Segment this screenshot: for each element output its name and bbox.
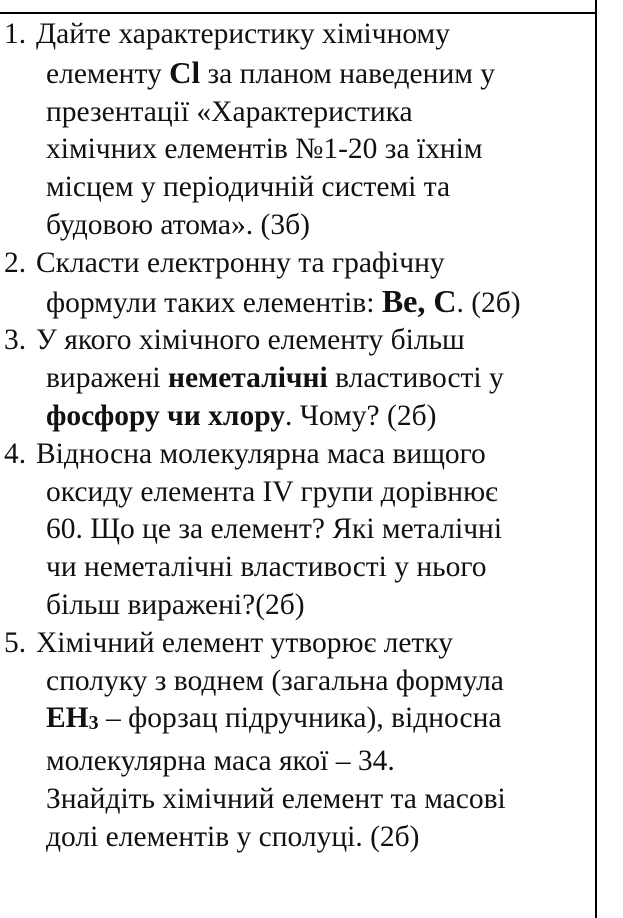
task-text-line: молекулярна маса якої – 34. [46, 745, 395, 778]
task-text-line: виражені неметалічні властивості у [46, 362, 504, 395]
formula-subscript: 3 [88, 712, 99, 735]
task-number: 2. [4, 246, 27, 279]
task-number: 1. [4, 18, 27, 50]
task-text-line: Знайдіть хімічний елемент та масові [46, 782, 506, 815]
task-text-line: хімічних елементів №1-20 за їхнім [46, 133, 483, 166]
task-text-line: Відносна молекулярна маса вищого [36, 437, 486, 470]
task-text-line: формули таких елементів: Be, C. (2б) [46, 282, 521, 319]
task-text-line: EH3 – форзац підручника), відносна [46, 702, 502, 735]
task-text-line: будовою атома». (3б) [46, 208, 310, 241]
task-number: 5. [4, 626, 27, 659]
task-text-line: 60. Що це за елемент? Які металічні [46, 513, 503, 546]
task-list [0, 16, 595, 857]
task-text-line: презентації «Характеристика [46, 95, 413, 128]
task-text-line: оксиду елемента IV групи дорівнює [46, 475, 498, 508]
task-number: 4. [4, 437, 27, 470]
task-item-5 [0, 625, 595, 857]
element-symbols-be-c: Be, C [381, 282, 457, 319]
task-text-line: фосфору чи хлору. Чому? (2б) [46, 399, 437, 432]
table-top-border [0, 12, 597, 14]
task-text-line: У якого хімічного елементу більш [36, 324, 465, 357]
task-text-line: місцем у періодичній системі та [46, 171, 451, 204]
task-number: 3. [4, 324, 27, 357]
task-text-line: Скласти електронну та графічну [36, 246, 445, 279]
task-text-line: чи неметалічні властивості у нього [46, 551, 487, 584]
formula-eh3: EH [46, 702, 89, 735]
table-right-border [595, 12, 597, 918]
task-text-line: елементу Cl за планом наведеним у [46, 54, 496, 90]
task-item-2 [0, 245, 595, 323]
task-item-4 [0, 436, 595, 625]
task-text-line: долі елементів у сполуці. (2б) [46, 820, 420, 853]
task-item-1 [0, 16, 595, 245]
task-text-line: сполуку з воднем (загальна формула [46, 664, 504, 697]
element-symbol-cl: Cl [169, 54, 201, 90]
task-text-line: Хімічний елемент утворює летку [36, 626, 453, 659]
bold-term-nonmetallic: неметалічні [168, 362, 328, 395]
task-text-line: більш виражені?(2б) [46, 588, 305, 621]
bold-term-phosphorus-chlorine: фосфору чи хлору [46, 399, 285, 432]
task-text-line: Дайте характеристику хімічному [36, 18, 450, 50]
task-item-3 [0, 322, 595, 435]
